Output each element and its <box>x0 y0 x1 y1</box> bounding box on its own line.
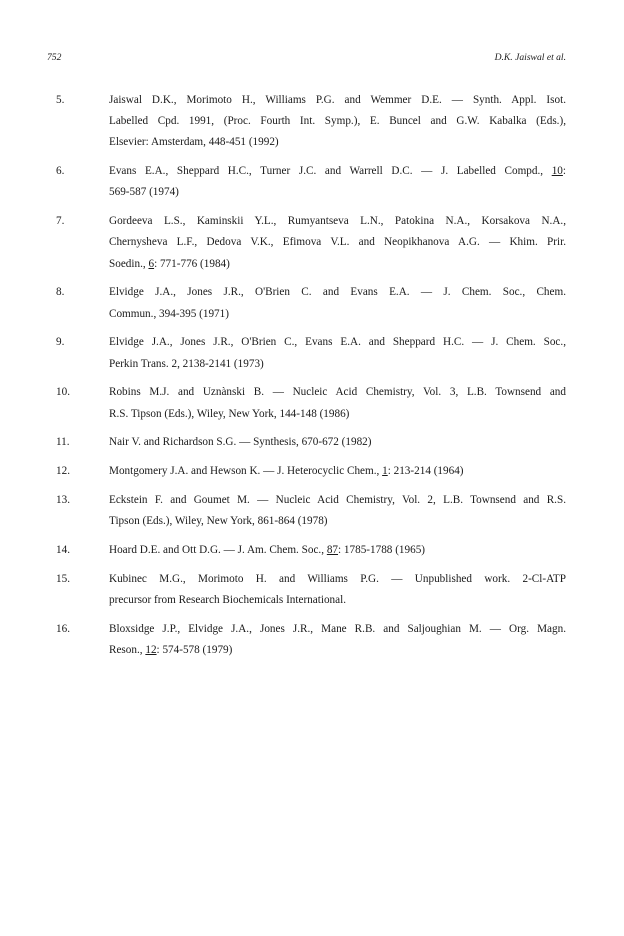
reference-line <box>109 404 566 425</box>
page-number: 752 <box>47 52 62 63</box>
reference-text: : <box>562 165 566 178</box>
reference-text: : 1785-1788 (1965) <box>338 544 426 556</box>
reference-number: 13. <box>56 494 70 506</box>
reference-text: : 213-214 (1964) <box>387 465 464 478</box>
running-head: D.K. Jaiswal et al. <box>494 52 566 63</box>
volume-number: 87 <box>326 544 339 556</box>
reference-item <box>56 282 566 324</box>
reference-text: Elvidge J.A., Jones J.R., O'Brien C. and Evans E.A. — J. Chem. Soc., Chem. <box>109 286 566 299</box>
reference-text: : 574-578 (1979) <box>156 644 233 656</box>
reference-number: 9. <box>56 336 65 349</box>
reference-line <box>109 354 566 375</box>
reference-text: Commun., 394-395 (1971) <box>109 307 229 320</box>
reference-text: Robins M.J. and Uznànski B. — Nucleic Acid Chemistry, Vol. 3, L.B. Townsend and <box>109 386 566 399</box>
reference-number: 14. <box>56 544 70 556</box>
reference-text: Kubinec M.G., Morimoto H. and Williams P.G. — Unpublished work. 2-Cl-ATP <box>109 572 566 585</box>
reference-number: 5. <box>56 94 65 106</box>
page-header <box>0 0 624 70</box>
reference-text: Bloxsidge J.P., Elvidge J.A., Jones J.R., Mane R.B. and Saljoughian M. — Org. Magn. <box>109 622 566 635</box>
reference-line <box>109 569 566 590</box>
reference-text: Reson., <box>109 644 146 656</box>
reference-text: Perkin Trans. 2, 2138-2141 (1973) <box>109 357 264 370</box>
reference-line <box>109 490 566 511</box>
reference-text: : 771-776 (1984) <box>154 257 230 270</box>
reference-text: precursor from Research Biochemicals International. <box>109 594 347 606</box>
reference-line <box>109 254 566 275</box>
reference-line <box>109 304 566 325</box>
reference-item <box>56 90 566 154</box>
reference-line <box>109 282 566 303</box>
reference-line <box>109 182 566 203</box>
reference-text: Hoard D.E. and Ott D.G. — J. Am. Chem. Soc., <box>109 544 327 556</box>
reference-number: 8. <box>56 286 65 299</box>
reference-text: Nair V. and Richardson S.G. — Synthesis, 670-672 (1982) <box>109 436 372 449</box>
reference-line <box>109 619 566 640</box>
reference-line <box>109 90 566 111</box>
reference-line <box>109 332 566 353</box>
reference-number: 6. <box>56 165 65 178</box>
reference-text: Labelled Cpd. 1991, (Proc. Fourth Int. Symp.), E. Buncel and G.W. Kabalka (Eds.), <box>109 115 566 128</box>
reference-text: Elsevier: Amsterdam, 448-451 (1992) <box>109 136 279 149</box>
reference-line <box>109 640 566 661</box>
reference-line <box>109 111 566 132</box>
reference-item <box>56 382 566 424</box>
reference-item <box>56 619 566 661</box>
reference-text: Elvidge J.A., Jones J.R., O'Brien C., Evans E.A. and Sheppard H.C. — J. Chem. Soc., <box>109 336 566 349</box>
reference-line <box>109 461 566 482</box>
reference-number: 11. <box>56 436 70 449</box>
reference-number: 10. <box>56 386 70 399</box>
reference-line <box>109 232 566 253</box>
reference-text: Eckstein F. and Goumet M. — Nucleic Acid Chemistry, Vol. 2, L.B. Townsend and R.S. <box>109 494 566 506</box>
reference-text: Chernysheva L.F., Dedova V.K., Efimova V.L. and Neopikhanova A.G. — Khim. Prir. <box>109 236 566 249</box>
volume-number: 6 <box>148 257 155 270</box>
reference-number: 15. <box>56 572 70 585</box>
reference-text: Tipson (Eds.), Wiley, New York, 861-864 (1978) <box>109 515 328 528</box>
reference-list <box>56 90 566 669</box>
reference-number: 7. <box>56 215 65 228</box>
volume-number: 10 <box>551 165 563 178</box>
reference-line <box>109 540 566 561</box>
reference-item <box>56 461 566 482</box>
reference-text: Evans E.A., Sheppard H.C., Turner J.C. and Warrell D.C. — J. Labelled Compd., <box>109 165 552 178</box>
reference-item <box>56 161 566 203</box>
reference-line <box>109 432 566 453</box>
reference-line <box>109 382 566 403</box>
reference-item <box>56 211 566 275</box>
reference-text: Montgomery J.A. and Hewson K. — J. Heterocyclic Chem., <box>109 465 383 478</box>
reference-line <box>109 511 566 532</box>
reference-text: 569-587 (1974) <box>109 186 179 199</box>
reference-text: Soedin., <box>109 257 149 270</box>
reference-number: 16. <box>56 622 70 635</box>
reference-line <box>109 132 566 153</box>
volume-number: 1 <box>382 465 388 478</box>
reference-text: Gordeeva L.S., Kaminskii Y.L., Rumyantseva L.N., Patokina N.A., Korsakova N.A., <box>109 215 566 228</box>
reference-line <box>109 590 566 611</box>
reference-item <box>56 569 566 611</box>
reference-item <box>56 490 566 532</box>
reference-text: R.S. Tipson (Eds.), Wiley, New York, 144-148 (1986) <box>109 407 350 420</box>
reference-item <box>56 540 566 561</box>
volume-number: 12 <box>145 644 157 656</box>
reference-item <box>56 332 566 374</box>
reference-line <box>109 161 566 182</box>
reference-text: Jaiswal D.K., Morimoto H., Williams P.G. and Wemmer D.E. — Synth. Appl. Isot. <box>109 94 566 106</box>
reference-number: 12. <box>56 465 70 478</box>
reference-line <box>109 211 566 232</box>
reference-item <box>56 432 566 453</box>
